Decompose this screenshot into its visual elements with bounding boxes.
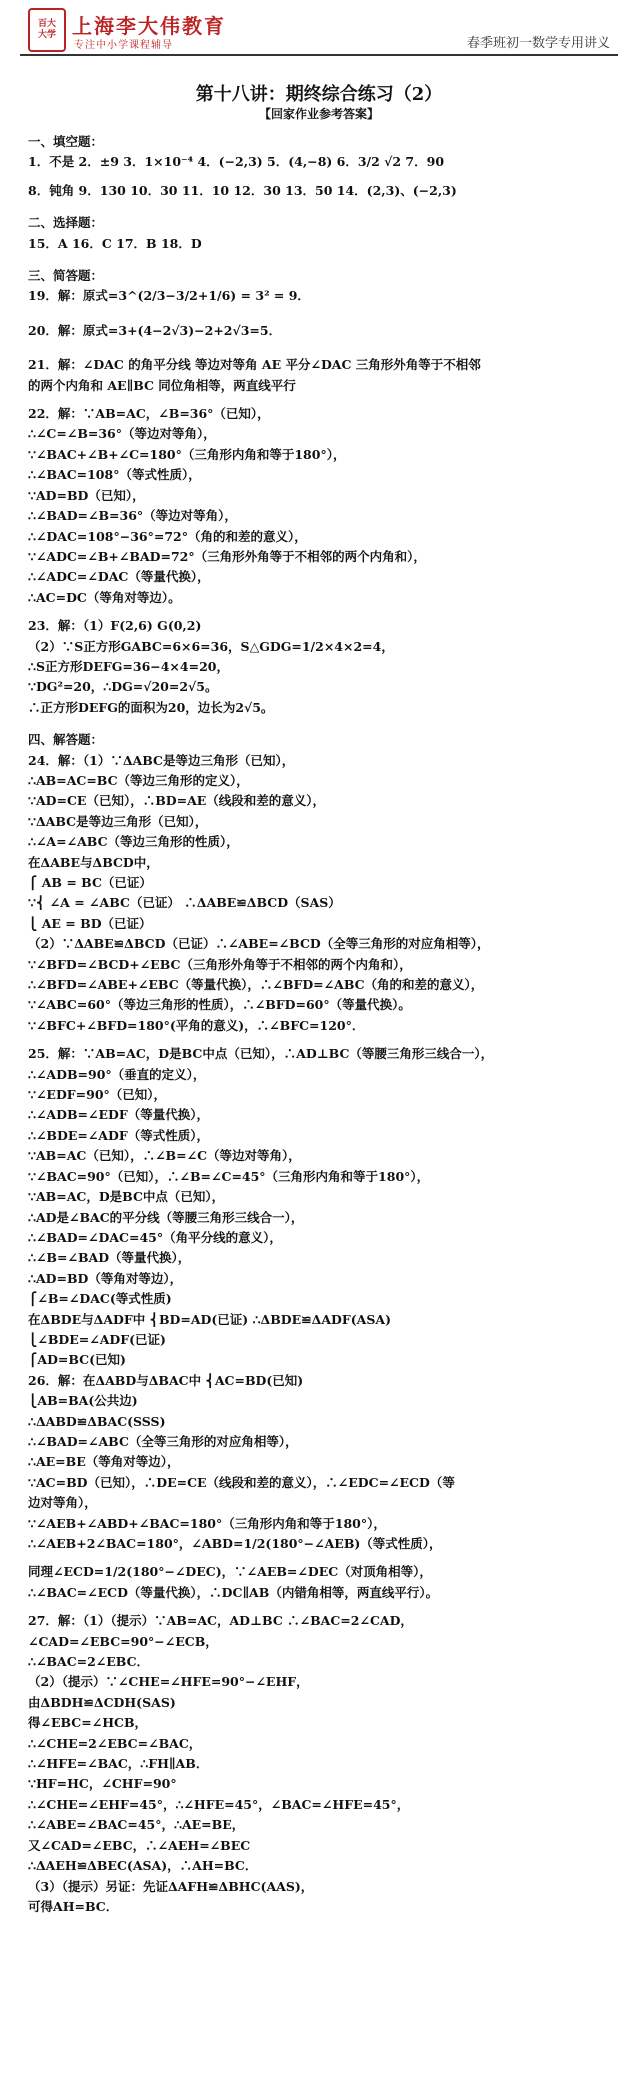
answer-line: ⎧ AB = BC（已证） (28, 875, 152, 890)
answer-line: 的两个内角和 AE∥BC 同位角相等，两直线平行 (28, 377, 296, 393)
answer-line: ∵AD=CE（已知），∴BD=AE（线段和差的意义）， (28, 793, 326, 809)
answer-line: （2）（提示）∵∠CHE=∠HFE=90°−∠EHF， (28, 1674, 309, 1690)
answer-line: 23．解：（1）F(2,6) G(0,2) (28, 618, 202, 634)
answer-content (28, 128, 618, 1917)
answer-line: （2）∵S正方形GABC=6×6=36，S△GDG=1/2×4×2=4， (28, 638, 394, 654)
answer-line: ∵⎨ ∠A = ∠ABC（已证） ∴ΔABE≌ΔBCD（SAS） (28, 895, 341, 911)
answer-line: ∴∠BAD=∠B=36°（等边对等角）， (28, 508, 237, 524)
answer-line: ⎧∠B=∠DAC(等式性质) (28, 1291, 172, 1307)
section-heading: 一、填空题： (28, 134, 104, 149)
answer-line: 边对等角）， (28, 1495, 97, 1511)
spacer (28, 173, 618, 181)
spacer (28, 1554, 618, 1562)
answer-line: 1．不是 2．±9 3．1×10⁻⁴ 4．(−2,3) 5．(4,−8) 6．3/2 √2 7．90 (28, 154, 445, 170)
answer-line: 又∠CAD=∠EBC，∴∠AEH=∠BEC (28, 1837, 251, 1853)
answer-line: ∴∠ADB=90°（垂直的定义）， (28, 1066, 206, 1082)
answer-line: ∵∠BAC+∠B+∠C=180°（三角形内角和等于180°）， (28, 446, 346, 462)
answer-line: 21．解：∠DAC 的角平分线 等边对等角 AE 平分∠DAC 三角形外角等于不相邻 (28, 357, 481, 373)
spacer (28, 341, 618, 355)
answer-line: ∵AD=BD（已知）， (28, 487, 145, 503)
brand-subtitle: 专注中小学课程辅导 (74, 40, 173, 51)
answer-line: ∵∠BAC=90°（已知），∴∠B=∠C=45°（三角形内角和等于180°）， (28, 1168, 430, 1184)
answer-line: ∴∠BAD=∠DAC=45°（角平分线的意义）， (28, 1229, 282, 1245)
answer-line: （2）∵ΔABE≌ΔBCD（已证）∴∠ABE=∠BCD（全等三角形的对应角相等）， (28, 936, 490, 952)
page-subtitle: 【回家作业参考答案】 (258, 107, 379, 121)
answer-line: ∵AB=AC（已知），∴∠B=∠C（等边对等角）， (28, 1148, 301, 1164)
answer-line: ∴正方形DEFG的面积为20，边长为2√5。 (28, 699, 274, 715)
answer-line: ∵∠BFC+∠BFD=180°(平角的意义)，∴∠BFC=120°． (28, 1017, 365, 1033)
answer-line: 27．解：（1）（提示）∵AB=AC，AD⊥BC ∴∠BAC=2∠CAD， (28, 1613, 413, 1629)
spacer (28, 718, 618, 726)
answer-line: 24．解：（1）∵ΔABC是等边三角形（已知）， (28, 752, 295, 768)
spacer (28, 201, 618, 209)
answer-line: ∵∠ADC=∠B+∠BAD=72°（三角形外角等于不相邻的两个内角和）， (28, 548, 426, 564)
answer-line: ∴∠HFE=∠BAC，∴FH∥AB． (28, 1756, 209, 1772)
answer-line: ∴∠B=∠BAD（等量代换）， (28, 1250, 191, 1266)
answer-line: ∴∠BAD=∠ABC（全等三角形的对应角相等）， (28, 1433, 298, 1449)
answer-line: ∴∠ABE=∠BAC=45°，∴AE=BE， (28, 1817, 245, 1833)
answer-line: 在ΔBDE与ΔADF中 ⎨BD=AD(已证) ∴ΔBDE≌ΔADF(ASA) (28, 1311, 391, 1327)
spacer (28, 396, 618, 404)
answer-line: ∵∠AEB+∠ABD+∠BAC=180°（三角形内角和等于180°）， (28, 1515, 386, 1531)
section-heading: 三、简答题： (28, 268, 104, 284)
logo-bottom: 大学 (37, 30, 56, 40)
spacer (28, 307, 618, 321)
answer-line: 在ΔABE与ΔBCD中， (28, 854, 159, 870)
answer-line: ∴AD=BD（等角对等边）， (28, 1270, 183, 1286)
answer-line: ∵ΔABC是等边三角形（已知）， (28, 813, 208, 829)
answer-line: （3）（提示）另证：先证ΔAFH≌ΔBHC(AAS)， (28, 1878, 314, 1894)
answer-line: ∴S正方形DEFG=36−4×4=20， (28, 658, 229, 674)
answer-line: 可得AH=BC． (28, 1898, 119, 1914)
answer-line: ∵∠EDF=90°（已知）， (28, 1087, 167, 1103)
answer-line: ∠CAD=∠EBC=90°−∠ECB， (28, 1633, 218, 1649)
answer-line: ∴∠BAC=108°（等式性质）， (28, 467, 201, 483)
answer-line: ∴∠AEB+2∠BAC=180°，∠ABD=1/2(180°−∠AEB)（等式性质）， (28, 1536, 442, 1551)
answer-line: ∴∠BDE=∠ADF（等式性质）， (28, 1127, 209, 1143)
page-title: 第十八讲：期终综合练习（2） (195, 84, 443, 105)
answer-line: 19．解：原式=3^(2/3−3/2+1/6) = 3² = 9． (28, 288, 310, 304)
answer-line: ∴ΔAEH≌ΔBEC(ASA)，∴AH=BC． (28, 1858, 258, 1874)
answer-line: ∴∠C=∠B=36°（等边对等角）， (28, 426, 216, 442)
answer-line: 25．解：∵AB=AC，D是BC中点（已知），∴AD⊥BC（等腰三角形三线合一）， (28, 1046, 494, 1062)
spacer (28, 1603, 618, 1611)
answer-line: 得∠EBC=∠HCB， (28, 1715, 148, 1731)
answer-line: ∴∠DAC=108°−36°=72°（角的和差的意义）， (28, 528, 307, 544)
answer-line: ⎩AB=BA(公共边) (28, 1393, 138, 1409)
header-divider (20, 54, 618, 56)
answer-line: 8．钝角 9．130 10．30 11．10 12．30 13．50 14．(2,3)、(−2,3) (28, 182, 457, 198)
answer-line: ∴∠BAC=∠ECD（等量代换），∴DC∥AB（内错角相等，两直线平行）。 (28, 1584, 439, 1600)
header-course-label: 春季班初一数学专用讲义 (466, 36, 610, 51)
answer-line: ∵∠ABC=60°（等边三角形的性质），∴∠BFD=60°（等量代换）。 (28, 997, 411, 1013)
answer-line: ∴AD是∠BAC的平分线（等腰三角形三线合一）， (28, 1209, 304, 1225)
answer-line: 26．解：在ΔABD与ΔBAC中 ⎨AC=BD(已知) (28, 1372, 304, 1388)
answer-line: ∴AC=DC（等角对等边）。 (28, 589, 181, 605)
answer-line: ∵∠BFD=∠BCD+∠EBC（三角形外角等于不相邻的两个内角和）， (28, 956, 412, 972)
answer-line: ⎩ AE = BD（已证） (28, 915, 152, 931)
section-heading: 二、选择题： (28, 215, 104, 231)
answer-line: ∴ΔABD≌ΔBAC(SSS) (28, 1413, 166, 1429)
answer-line: ∴∠BFD=∠ABE+∠EBC（等量代换），∴∠BFD=∠ABC（角的和差的意义）， (28, 977, 484, 993)
answer-line: ⎩∠BDE=∠ADF(已证) (28, 1331, 166, 1347)
spacer (28, 254, 618, 262)
answer-line: ∵HF=HC，∠CHF=90° (28, 1776, 177, 1792)
answer-line: ∴AE=BE（等角对等边）， (28, 1454, 180, 1470)
answer-line: ∵AC=BD（已知），∴DE=CE（线段和差的意义），∴∠EDC=∠ECD（等 (28, 1474, 455, 1490)
answer-line: ∴∠CHE=∠EHF=45°，∴∠HFE=45°，∠BAC=∠HFE=45°， (28, 1796, 410, 1812)
answer-line: ∴∠A=∠ABC（等边三角形的性质）， (28, 834, 239, 850)
answer-line: ∴AB=AC=BC（等边三角形的定义）， (28, 772, 249, 788)
brand-name: 上海李大伟教育 (72, 14, 226, 38)
answer-line: 15．A 16．C 17．B 18．D (28, 235, 202, 251)
answer-line: 20．解：原式=3+(4−2√3)−2+2√3=5． (28, 322, 282, 338)
section-heading: 四、解答题： (28, 732, 104, 748)
answer-line: ∵AB=AC，D是BC中点（已知）， (28, 1189, 225, 1205)
answer-line: ⎧AD=BC(已知) (28, 1352, 126, 1368)
answer-line: ∴∠BAC=2∠EBC． (28, 1654, 150, 1670)
logo-top: 百大 (37, 19, 56, 29)
answer-line: 22．解：∵AB=AC，∠B=36°（已知）， (28, 406, 270, 422)
answer-line: ∴∠ADB=∠EDF（等量代换）， (28, 1107, 209, 1123)
spacer (28, 608, 618, 616)
spacer (28, 1036, 618, 1044)
answer-line: ∵DG²=20，∴DG=√20=2√5。 (28, 679, 218, 695)
answer-line: 同理∠ECD=1/2(180°−∠DEC)，∵∠AEB=∠DEC（对顶角相等）， (28, 1564, 432, 1580)
logo (28, 8, 66, 52)
answer-line: 由ΔBDH≌ΔCDH(SAS) (28, 1694, 176, 1710)
answer-line: ∴∠CHE=2∠EBC=∠BAC， (28, 1735, 202, 1751)
page-header (0, 0, 638, 58)
answer-line: ∴∠ADC=∠DAC（等量代换）， (28, 569, 210, 585)
